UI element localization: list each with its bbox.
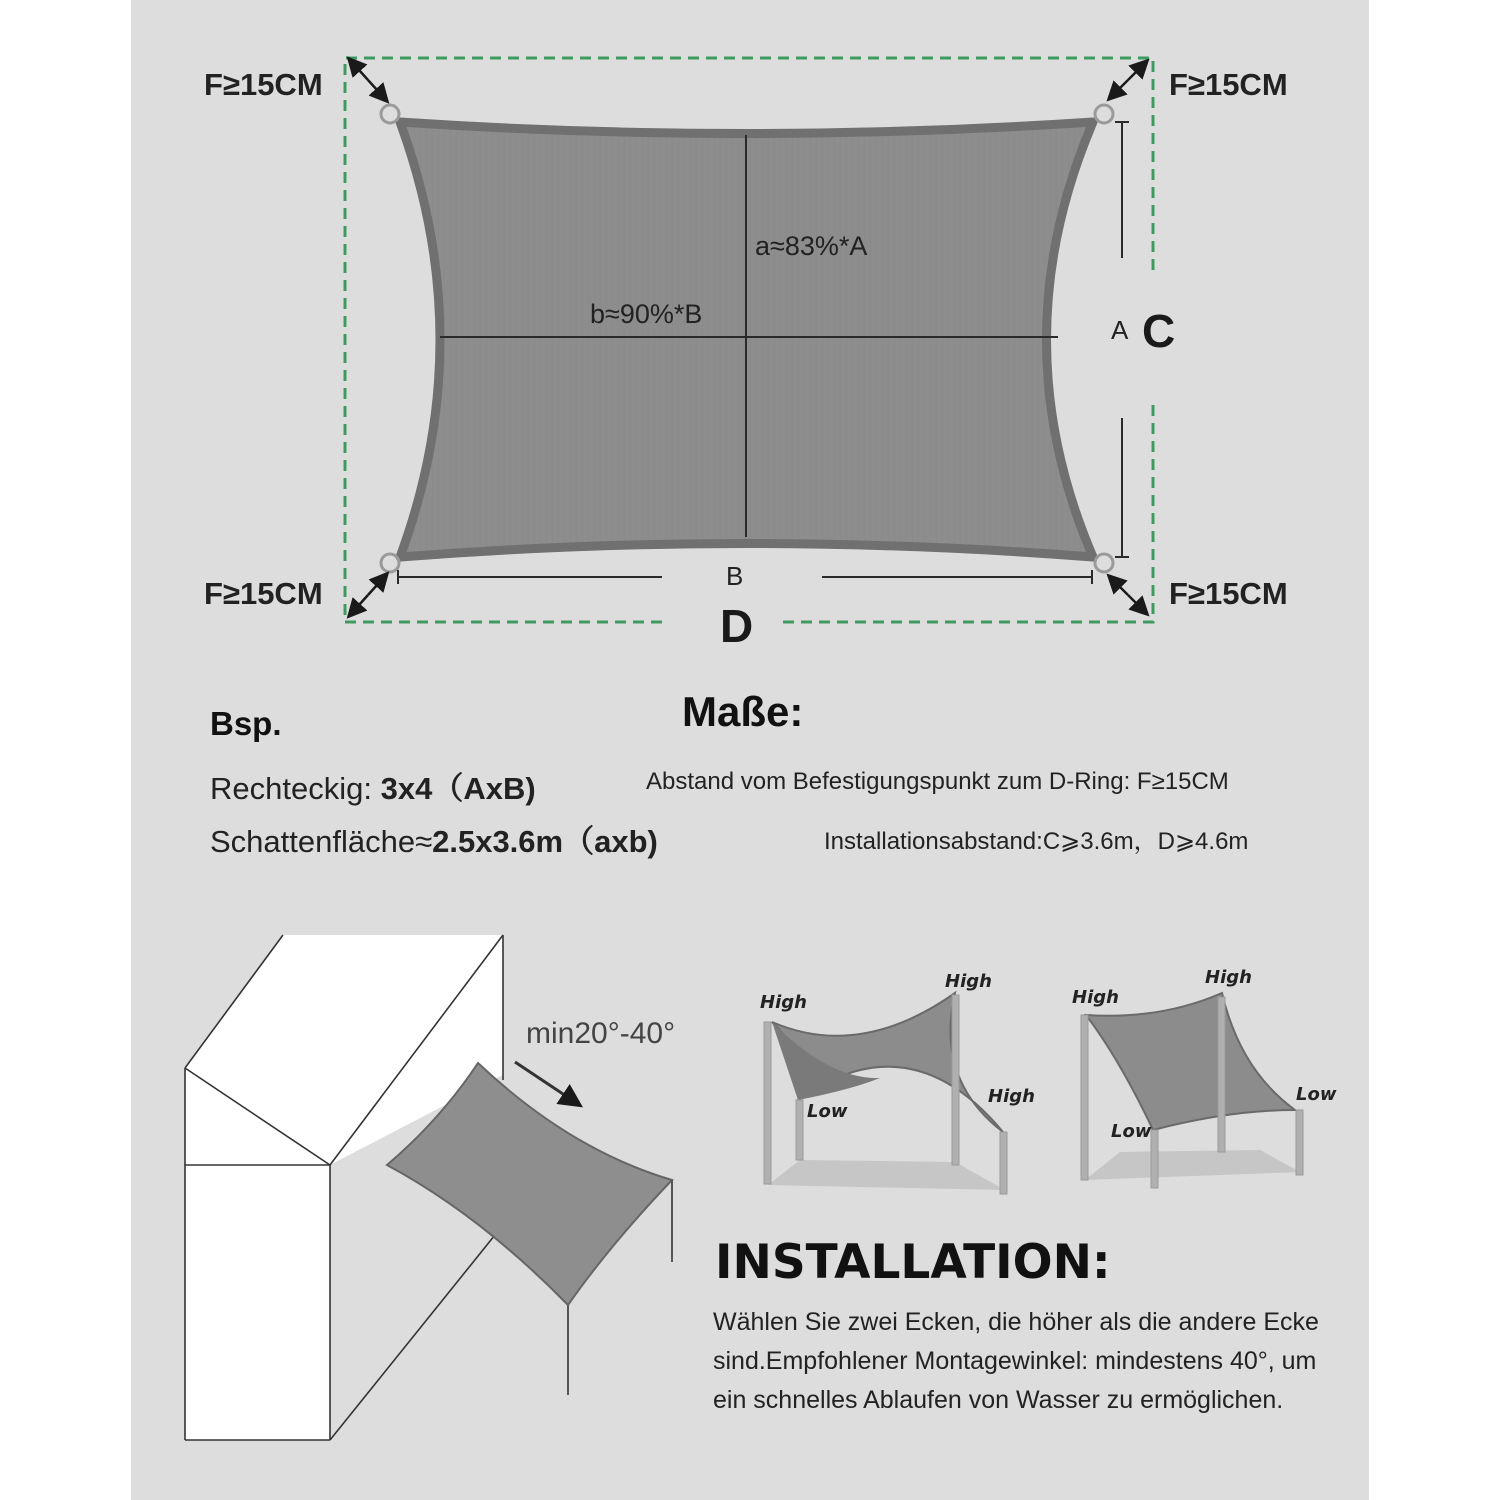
distance-note: Abstand vom Befestigungspunkt zum D-Ring: F≥15CM <box>646 768 1229 795</box>
example1-tag-high-left: High <box>760 992 807 1013</box>
shade-area-prefix: Schattenfläche≈ <box>210 824 433 859</box>
side-b-dimension <box>398 570 1092 584</box>
example-label: Bsp. <box>210 705 282 742</box>
rectangular-value: 3x4（AxB) <box>380 771 536 806</box>
rectangular-prefix: Rechteckig: <box>210 771 372 806</box>
corner-label-top-right: F≥15CM <box>1169 67 1288 102</box>
example-sail-2 <box>1081 993 1303 1188</box>
example1-tag-high-top: High <box>945 971 992 992</box>
example1-tag-low: Low <box>807 1101 848 1122</box>
example1-tag-high-right: High <box>988 1086 1035 1107</box>
example2-tag-high-left: High <box>1072 987 1119 1008</box>
example2-tag-high-top: High <box>1205 967 1252 988</box>
rectangular-spec <box>210 763 536 808</box>
mounting-angle-illustration <box>185 935 672 1440</box>
inner-height-label: a≈83%*A <box>755 231 868 261</box>
corner-label-bottom-left: F≥15CM <box>204 576 323 611</box>
measures-heading: Maße: <box>682 688 804 735</box>
installation-title: INSTALLATION: <box>715 1235 1111 1290</box>
installation-text: Wählen Sie zwei Ecken, die höher als die andere Ecke sind.Empfohlener Montagewinkel: mindestens 40°, um ein schnelles Ablaufen von Wasser zu ermöglichen. <box>713 1308 1319 1414</box>
side-d-label: D <box>720 600 754 652</box>
side-b-label: B <box>726 561 744 591</box>
install-distance-note: Installationsabstand:C⩾3.6m，D⩾4.6m <box>824 828 1249 855</box>
corner-label-bottom-right: F≥15CM <box>1169 576 1288 611</box>
corner-label-top-left: F≥15CM <box>204 67 323 102</box>
side-c-label: C <box>1142 305 1176 357</box>
inner-width-label: b≈90%*B <box>590 299 703 329</box>
example2-tag-low-right: Low <box>1296 1084 1337 1105</box>
side-a-label: A <box>1111 315 1129 345</box>
mounting-angle-label: min20°-40° <box>526 1017 676 1050</box>
example2-tag-low-left: Low <box>1111 1121 1152 1142</box>
example-sail-1 <box>764 993 1007 1194</box>
shade-area-spec <box>210 816 658 861</box>
shade-area-value: 2.5x3.6m（axb) <box>432 824 658 859</box>
